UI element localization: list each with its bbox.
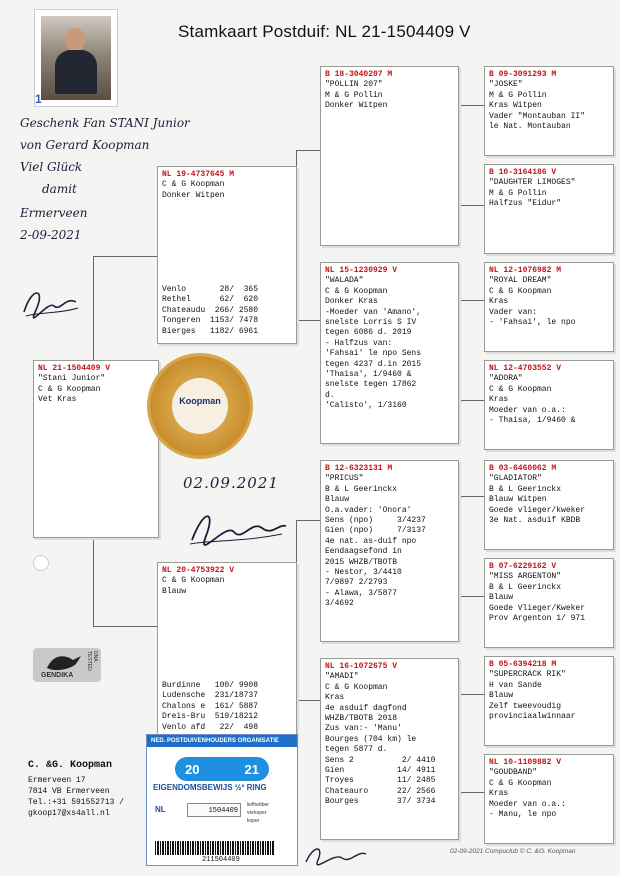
owner-photo bbox=[35, 10, 117, 106]
pedigree-card-subject: NL 21-1504409 V "Stani Junior" C & G Koopman Vet Kras bbox=[33, 360, 159, 538]
ownership-certificate: NED. POSTDUIVENHOUDERS ORGANISATIE 20 21 EIGENDOMSBEWIJS ½º RING NL 1504409 liefhebber verkoper koper 211504409 bbox=[146, 734, 298, 866]
koopman-seal: Koopman bbox=[150, 356, 250, 456]
certificate-side-labels: liefhebber verkoper koper bbox=[247, 802, 269, 824]
pedigree-card-dam-dam: NL 16-1072675 V "AMADI" C & G Koopman Kras 4e asduif dagfond WHZB/TBOTB 2018 Zus van:- 'Manu' Bourges (704 km) le tegen 5877 d. Sens 2 2/ 4410 Gien 14/ 4911 Troyes 11/ 2485 Chateauro 22/ 2566 Bourges 37/ 3734 bbox=[320, 658, 459, 840]
signature-bottom bbox=[300, 840, 370, 870]
gendika-badge: GENDIKA DNA TESTED bbox=[33, 648, 101, 682]
connector-subject bbox=[93, 256, 94, 362]
pedigree-card-dsd: B 07-6229162 V "MISS ARGENTON" B & L Geerinckx Blauw Goede Vlieger/Kweker Prov Argenton 1/ 971 bbox=[484, 558, 614, 648]
footer: 02-09-2021 Compuclub © C. &G. Koopman bbox=[450, 848, 576, 855]
pigeon-icon bbox=[43, 650, 83, 674]
pedigree-card-sss: B 09-3091293 M "JOSKE" M & G Pollin Kras Witpen Vader "Montauban II" le Nat. Montauban bbox=[484, 66, 614, 156]
pedigree-card-dds: B 05-6394218 M "SUPERCRACK RIK" H van Sande Blauw Zelf tweevoudig provinciaalwinnaar bbox=[484, 656, 614, 746]
barcode bbox=[155, 841, 275, 855]
signature-top bbox=[18, 282, 82, 322]
pedigree-card-dam-sire: B 12-6323131 M "PRICUS" B & L Geerinckx Blauw O.a.vader: 'Onora' Sens (npo) 3/4237 Gien (npo) 7/3137 4e nat. as-duif npo Eendaagsefond in 2015 WHZB/TBOTB - Nestor, 3/4410 7/9897 2/2793 - Alawa, 3/5877 3/4692 bbox=[320, 460, 459, 642]
pedigree-card-ssd: B 10-3164186 V "DAUGHTER LIMOGES" M & G Pollin Halfzus "Eidur" bbox=[484, 164, 614, 254]
pedigree-card-sdd: NL 12-4703552 V "ADORA" C & G Koopman Kras Moeder van o.a.: - Thaisa, 1/9460 & bbox=[484, 360, 614, 450]
pedigree-card-dam: NL 20-4753922 V C & G Koopman Blauw Burdinne 100/ 9908 Ludensche 231/18737 Chalons e 161/ 5887 Dreis-Bru 519/18212 Venlo afd 22/ 498 bbox=[157, 562, 297, 740]
certificate-ring-number: 1504409 bbox=[187, 803, 241, 817]
punch-hole bbox=[33, 555, 49, 571]
pedigree-card-sire-sire: B 18-3040207 M "POLLIN 207" M & G Pollin Donker Witpen bbox=[320, 66, 459, 246]
owner-address: C. &G. Koopman Ermerveen 17 7814 VB Ermerveen Tel.:+31 591552713 / gkoop17@xs4all.nl bbox=[28, 760, 125, 818]
page-title: Stamkaart Postduif: NL 21-1504409 V bbox=[178, 22, 471, 41]
pedigree-card-sire-dam: NL 15-1230929 V "WALADA" C & G Koopman Donker Kras -Moeder van 'Amano', snelste Lorris S IV tegen 6086 d. 2019 - Halfzus van: 'Fahsai' le npo Sens tegen 4237 d.in 2015 'Thaisa', 1/9460 & snelste tegen 17862 d. 'Calisto', 1/3160 bbox=[320, 262, 459, 444]
certificate-year: 20 21 bbox=[175, 757, 269, 781]
pedigree-card-sds: NL 12-1076982 M "ROYAL DREAM" C & G Koopman Kras Vader van: - 'Fahsai', le npo bbox=[484, 262, 614, 352]
pedigree-card-sire: NL 19-4737645 M C & G Koopman Donker Witpen Venlo 28/ 365 Rethel 62/ 620 Chateaudu 266/ 2580 Tongeren 1153/ 7478 Bierges 1182/ 6961 bbox=[157, 166, 297, 344]
handwritten-dedication: Geschenk Fan STANI Junior von Gerard Koopman Viel Glück damit Ermerveen 2-09-2021 bbox=[20, 116, 190, 242]
photo-number: 1 bbox=[35, 92, 42, 106]
pedigree-card-ddd: NL 10-1109882 V "GOUDBAND" C & G Koopman Kras Moeder van o.a.: - Manu, le npo bbox=[484, 754, 614, 844]
signature-middle bbox=[182, 506, 292, 548]
pedigree-card-dss: B 03-6460062 M "GLADIATOR" B & L Geerinckx Blauw Witpen Goede vlieger/kweker 3e Nat. asduif KBDB bbox=[484, 460, 614, 550]
dam-results: Burdinne 100/ 9908 Ludensche 231/18737 Chalons e 161/ 5887 Dreis-Bru 519/18212 Venlo afd 22/ 498 bbox=[162, 680, 259, 732]
handwritten-date: 02.09.2021 bbox=[183, 474, 279, 492]
sire-results: Venlo 28/ 365 Rethel 62/ 620 Chateaudu 266/ 2580 Tongeren 1153/ 7478 Bierges 1182/ 6961 bbox=[162, 284, 259, 336]
